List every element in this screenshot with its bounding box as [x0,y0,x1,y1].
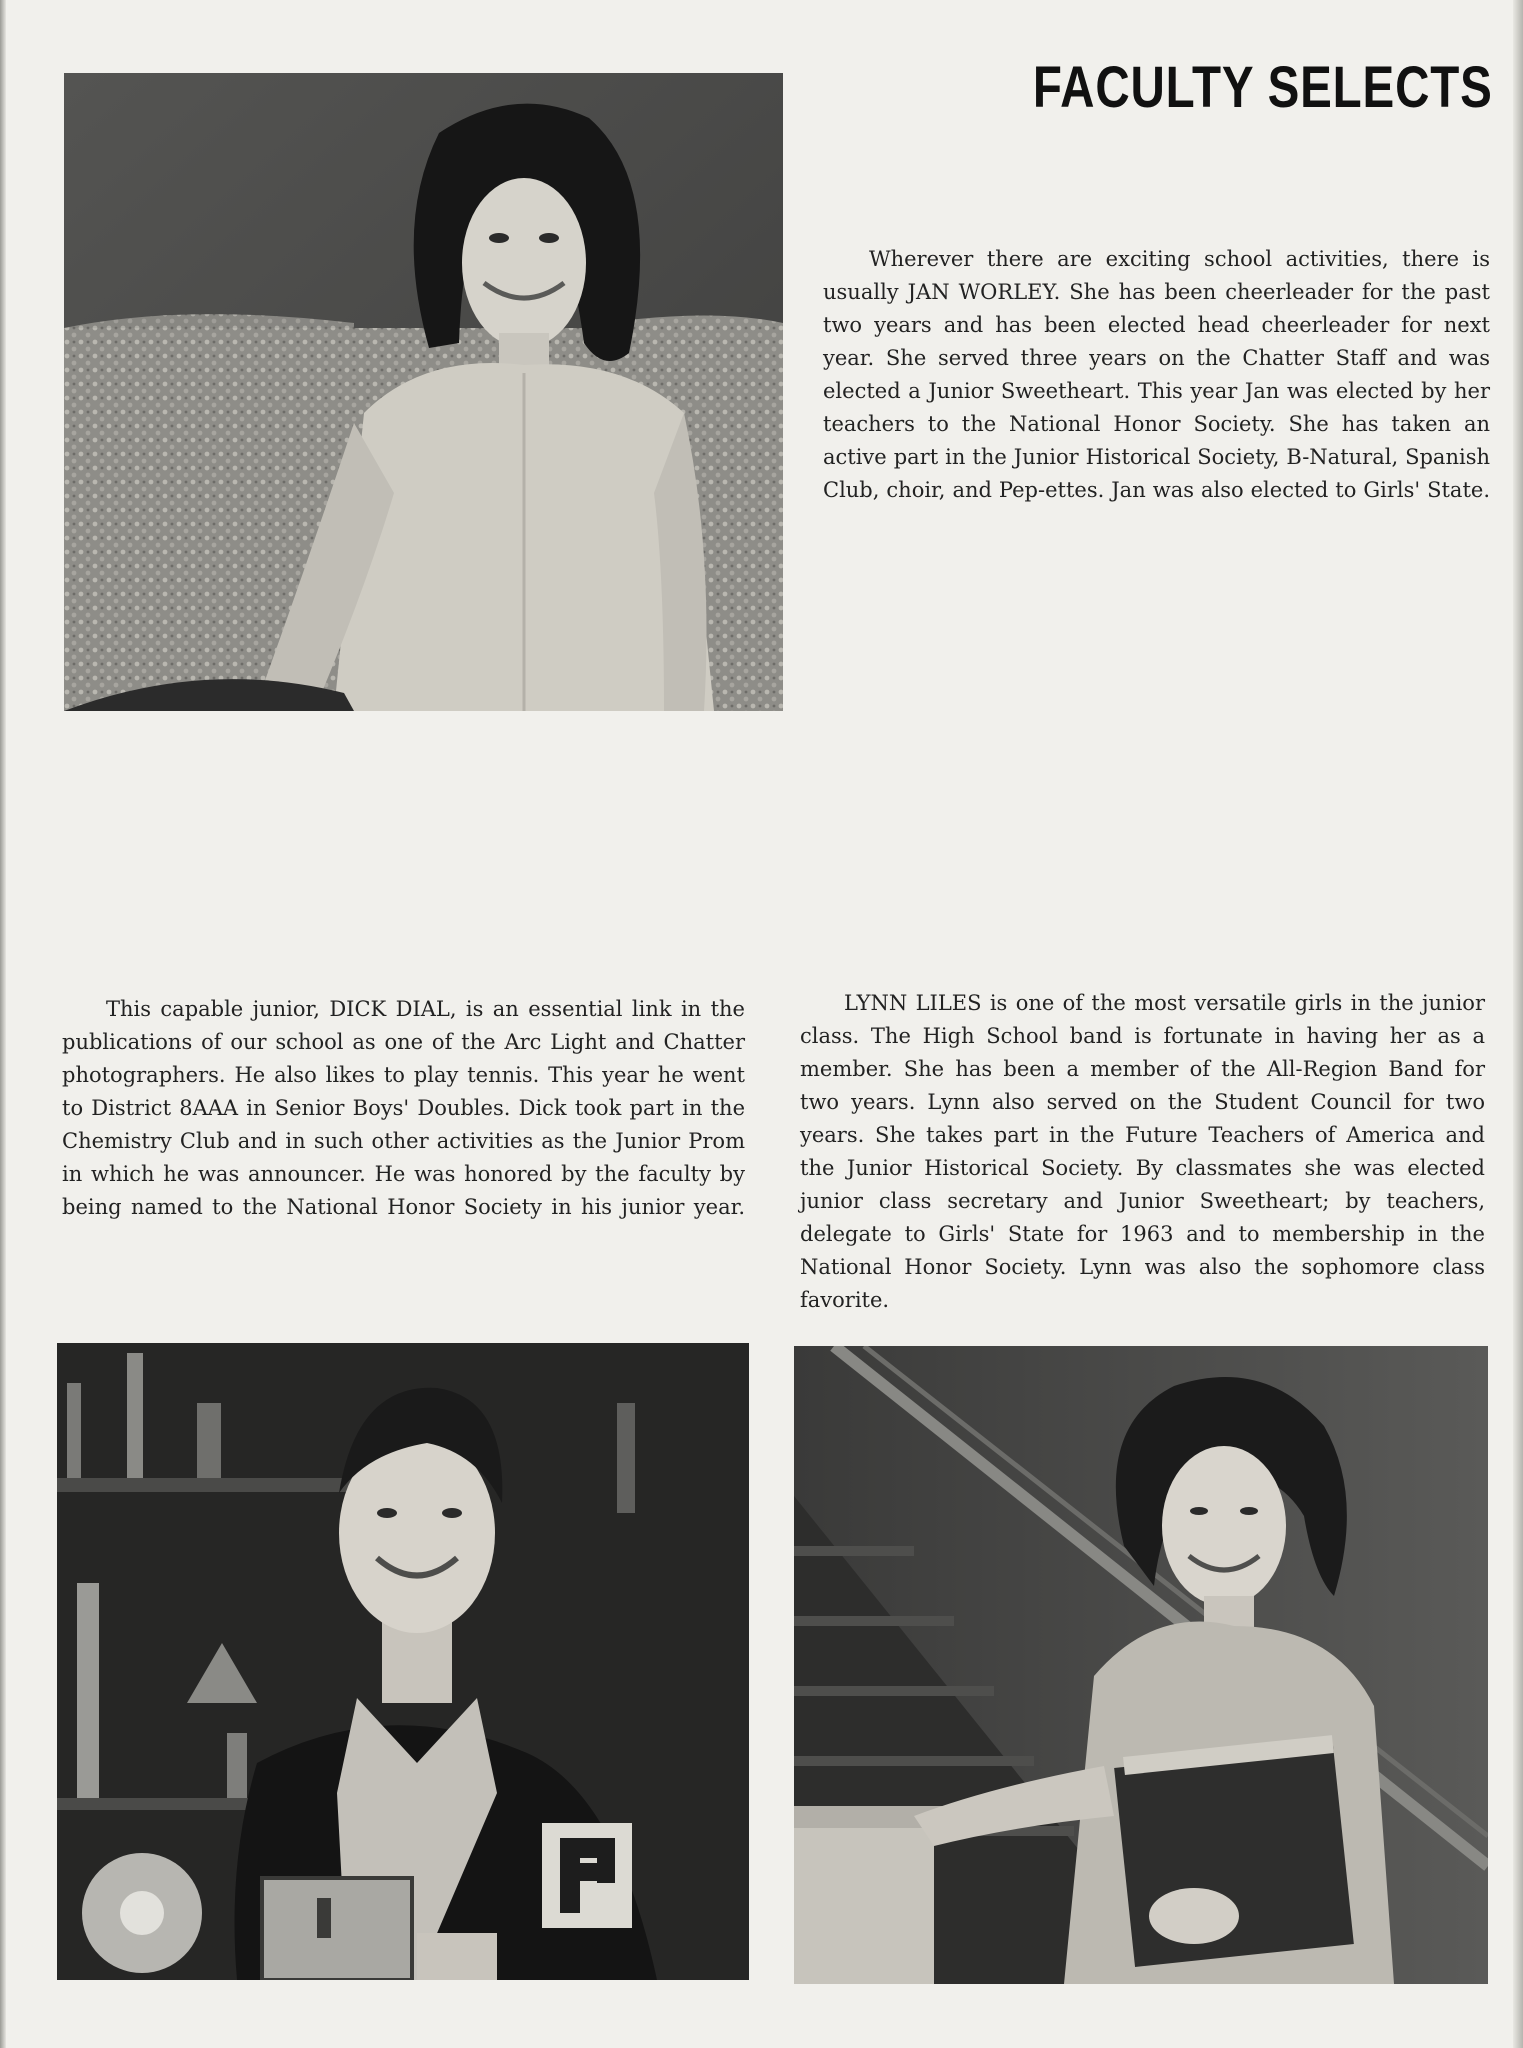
page-edge-left [0,0,6,2048]
photo-dick-dial [57,1343,749,1980]
photo-jan-worley [64,73,783,711]
photo-dick-dial-image [57,1343,749,1980]
photo-jan-worley-image [64,73,783,711]
photo-lynn-liles [794,1346,1488,1984]
caption-lynn-liles: LYNN LILES is one of the most versatile girls in the junior class. The High School band is fortunate in having her as a member. She has been a member of the All-Region Band for two years. Lynn also served on the Student Council for two years. She takes part in the Future Teachers of America and the Junior Historical Society. By classmates she was elected junior class secretary and Junior Sweetheart; by teachers, delegate to Girls' State for 1963 and to membership in the National Honor Society. Lynn was also the sophomore class favorite. [800,991,1485,1312]
page-edge-right [1513,0,1523,2048]
page-heading: FACULTY SELECTS [1033,54,1493,120]
caption-jan-worley: Wherever there are exciting school activities, there is usually JAN WORLEY. She has been cheerleader for the past two years and has been elected head cheerleader for next year. She served three years on the Chatter Staff and was elected a Junior Sweetheart. This year Jan was elected by her teachers to the National Honor Society. She has taken an active part in the Junior Historical Society, B-Natural, Spanish Club, choir, and Pep-ettes. Jan was also elected to Girls' State. [823,247,1490,502]
caption-dick-dial: This capable junior, DICK DIAL, is an essential link in the publications of our school as one of the Arc Light and Chatter photographers. He also likes to play tennis. This year he went to District 8AAA in Senior Boys' Doubles. Dick took part in the Chemistry Club and in such other activities as the Junior Prom in which he was announcer. He was honored by the faculty by being named to the National Honor Society in his junior year. [62,997,745,1219]
photo-lynn-liles-image [794,1346,1488,1984]
